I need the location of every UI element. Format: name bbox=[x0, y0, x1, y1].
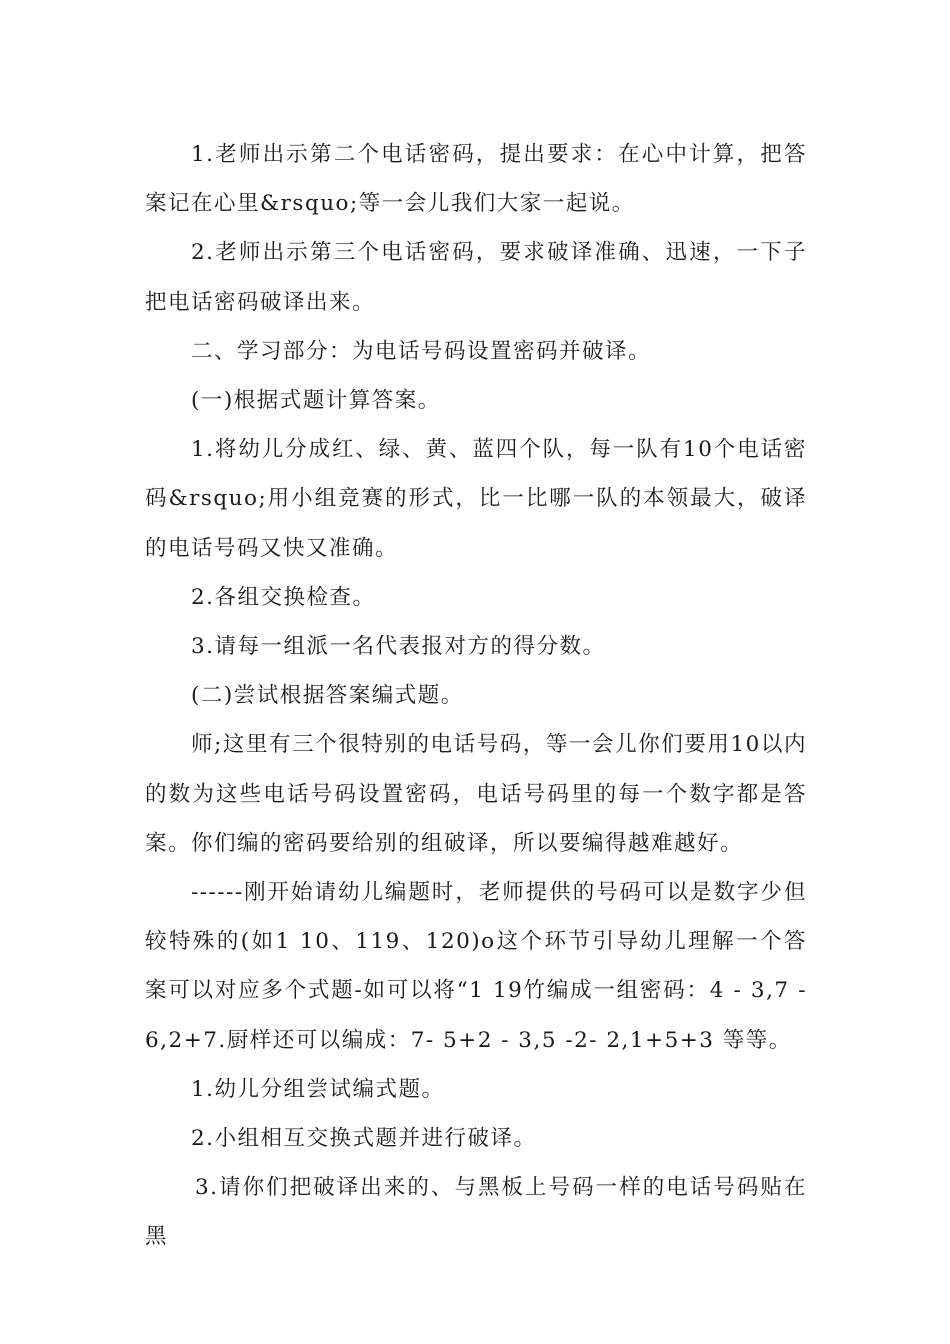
section-heading: 二、学习部分：为电话号码设置密码并破译。 bbox=[191, 338, 652, 364]
subsection-heading: (二)尝试根据答案编式题。 bbox=[191, 683, 464, 709]
paragraph: 3.请你们把破译出来的、与黑板上号码一样的电话号码贴在黑 bbox=[145, 1175, 807, 1250]
subsection-heading: (一)根据式题计算答案。 bbox=[191, 388, 441, 414]
paragraph: 师;这里有三个很特别的电话号码，等一会儿你们要用10以内的数为这些电话号码设置密码，电话号码里的每一个数字都是答案。你们编的密码要给别的组破译，所以要编得越难越好。 bbox=[145, 732, 807, 856]
paragraph: 3.请每一组派一名代表报对方的得分数。 bbox=[191, 634, 606, 660]
paragraph: 1.将幼儿分成红、绿、黄、蓝四个队，每一队有10个电话密码&rsquo;用小组竞赛的形式，比一比哪一队的本领最大，破译的电话号码又快又准确。 bbox=[145, 437, 807, 561]
paragraph: 2.小组相互交换式题并进行破译。 bbox=[191, 1126, 537, 1152]
paragraph: 2.各组交换检查。 bbox=[191, 584, 376, 610]
paragraph: 1.幼儿分组尝试编式题。 bbox=[191, 1076, 445, 1102]
paragraph: 1.老师出示第二个电话密码，提出要求：在心中计算，把答案记在心里&rsquo;等一会儿我们大家一起说。 bbox=[145, 142, 807, 217]
paragraph: ------刚开始请幼儿编题时，老师提供的号码可以是数字少但较特殊的(如1 10、119、120)o这个环节引导幼儿理解一个答案可以对应多个式题-如可以将“1 19竹编成一组密码：4 - 3,7 - 6,2+7.厨样还可以编成：7- 5+2 - 3,5 -2- 2,1+5+3 等等。 bbox=[145, 880, 807, 1053]
paragraph: 2.老师出示第三个电话密码，要求破译准确、迅速，一下子把电话密码破译出来。 bbox=[145, 240, 807, 315]
document-body bbox=[145, 130, 807, 1262]
